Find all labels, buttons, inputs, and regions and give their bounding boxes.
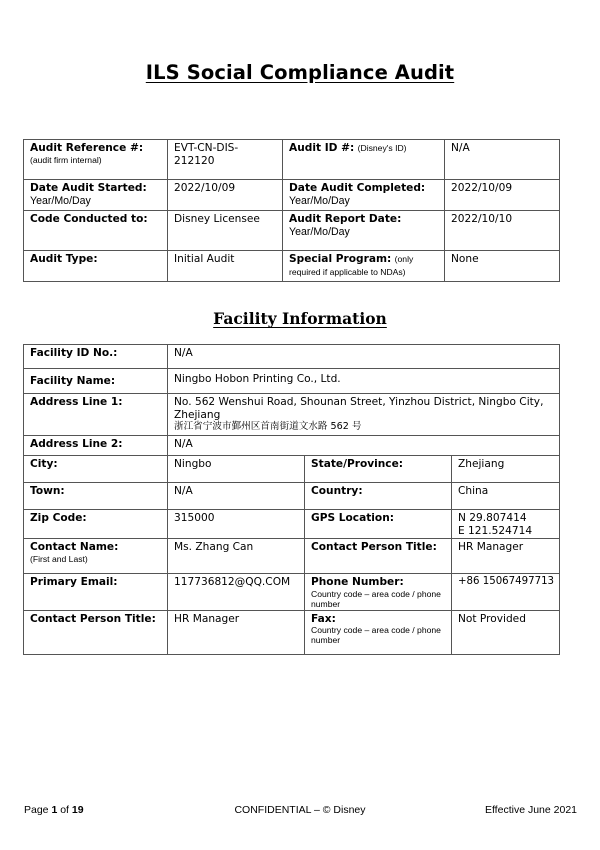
address2-value: N/A [174,438,193,450]
report-date-sub: Year/Mo/Day [289,225,350,238]
table-row [24,369,560,394]
town-value-cell [168,483,305,510]
report-date-value-cell [445,211,560,251]
table-row [24,436,560,456]
town-label-cell [24,483,168,510]
effective-date: Effective June 2021 [484,804,577,816]
special-program-value-cell [445,251,560,282]
audit-info-table [23,139,560,282]
address1-label-cell [24,394,168,436]
city-value: Ningbo [174,458,212,470]
gps-longitude: E 121.524714 [458,524,533,537]
table-row [24,345,560,369]
fax-label-cell [305,610,452,654]
date-completed-value-cell [445,180,560,211]
fax-label: Fax: [311,612,336,625]
confidential-notice: CONFIDENTIAL – © Disney [234,804,366,816]
page-total: 19 [71,804,84,816]
fax-value-cell [452,610,560,654]
phone-value-cell [452,574,560,611]
table-row [24,574,560,611]
code-conducted-value: Disney Licensee [174,213,260,225]
report-date-label-cell [283,211,445,251]
town-label: Town: [30,485,65,497]
document-title: ILS Social Compliance Audit [145,61,455,84]
code-label-cell [24,211,168,251]
audit-type-value-cell [168,251,283,282]
address2-label-cell [24,436,168,456]
audit-reference-label-cell [24,140,168,180]
table-row [24,510,560,539]
page-prefix: Page [24,804,52,816]
zip-label-cell [24,510,168,539]
facility-id-value-cell [168,345,560,369]
report-date-value: 2022/10/10 [451,213,513,225]
gps-value-cell [452,510,560,539]
date-started-label: Date Audit Started: [30,182,147,194]
date-started-sub: Year/Mo/Day [30,194,91,207]
contact-title-value-cell [168,610,305,654]
town-value: N/A [174,485,193,497]
table-row [24,211,560,251]
address1-value-cell [168,394,560,436]
country-label: Country: [311,485,363,497]
zip-value-cell [168,510,305,539]
audit-id-value: N/A [451,142,470,154]
table-row [24,610,560,654]
table-row [24,140,560,180]
email-label: Primary Email: [30,576,118,589]
table-row [24,180,560,211]
facility-name-label: Facility Name: [30,375,116,387]
facility-name-value: Ningbo Hobon Printing Co., Ltd. [174,373,341,385]
facility-id-label: Facility ID No.: [30,347,118,359]
country-label-cell [305,483,452,510]
gps-label: GPS Location: [311,512,394,524]
date-started-label-cell [24,180,168,211]
fax-value: Not Provided [458,612,526,625]
page-current: 1 [51,804,58,816]
table-row [24,539,560,574]
code-conducted-label: Code Conducted to: [30,213,148,225]
contact-title-label-cell [24,610,168,654]
facility-name-value-cell [168,369,560,394]
special-program-sub: (only required if applicable to NDAs) [289,254,414,277]
contact-name-value-cell [168,539,305,574]
state-value-cell [452,456,560,483]
audit-id-label: Audit ID #: [289,142,355,154]
audit-reference-label: Audit Reference #: [30,142,144,154]
table-row [24,483,560,510]
address2-label: Address Line 2: [30,438,123,450]
email-value-cell [168,574,305,611]
special-program-label: Special Program: [289,253,392,265]
address2-value-cell [168,436,560,456]
audit-type-label-cell [24,251,168,282]
country-value-cell [452,483,560,510]
special-program-label-cell [283,251,445,282]
audit-id-label-cell [283,140,445,180]
audit-id-value-cell [445,140,560,180]
state-value: Zhejiang [458,458,505,470]
date-started-value: 2022/10/09 [174,182,236,194]
date-completed-value: 2022/10/09 [451,182,513,194]
state-label-cell [305,456,452,483]
zip-value: 315000 [174,512,215,524]
contact-title-label: Contact Person Title: [30,612,156,625]
facility-info-table [23,344,560,655]
country-value: China [458,485,489,497]
email-value: 117736812@QQ.COM [174,576,291,589]
phone-label-cell [305,574,452,611]
code-value-cell [168,211,283,251]
address1-chinese: 浙江省宁波市鄞州区首南街道文水路 562 号 [174,421,362,433]
address1-value: No. 562 Wenshui Road, Shounan Street, Yinzhou District, Ningbo City, Zhejiang [174,396,544,421]
audit-reference-value-cell [168,140,283,180]
audit-type-label: Audit Type: [30,253,98,265]
facility-name-label-cell [24,369,168,394]
email-label-cell [24,574,168,611]
facility-id-label-cell [24,345,168,369]
city-label-cell [24,456,168,483]
state-label: State/Province: [311,458,404,470]
contact-name-label-cell [24,539,168,574]
city-value-cell [168,456,305,483]
phone-value: +86 15067497713 [458,576,555,588]
contact-title-value: HR Manager [174,612,240,625]
date-completed-sub: Year/Mo/Day [289,194,350,207]
phone-label: Phone Number: [311,576,404,589]
date-completed-label: Date Audit Completed: [289,182,426,194]
table-row [24,251,560,282]
facility-id-value: N/A [174,347,193,359]
contact-title-right-label: Contact Person Title: [311,541,437,554]
fax-sub: Country code – area code / phone number [311,625,441,646]
gps-latitude: N 29.807414 [458,512,527,524]
zip-label: Zip Code: [30,512,87,524]
gps-label-cell [305,510,452,539]
phone-sub: Country code – area code / phone number [311,588,441,609]
date-completed-label-cell [283,180,445,211]
contact-title-right-value: HR Manager [458,541,524,554]
page-of: of [57,804,72,816]
audit-reference-sub: (audit firm internal) [30,154,102,165]
table-row [24,456,560,483]
table-row [24,394,560,436]
city-label: City: [30,458,58,470]
contact-name-sub: (First and Last) [30,553,88,564]
report-date-label: Audit Report Date: [289,213,402,225]
audit-reference-value: EVT-CN-DIS-212120 [174,142,239,167]
contact-title-right-value-cell [452,539,560,574]
address1-label: Address Line 1: [30,396,123,408]
special-program-value: None [451,253,479,265]
date-started-value-cell [168,180,283,211]
contact-name-label: Contact Name: [30,541,119,554]
audit-type-value: Initial Audit [174,253,235,265]
facility-section-title: Facility Information [213,309,387,328]
audit-id-sub: (Disney's ID) [357,143,407,153]
contact-title-right-label-cell [305,539,452,574]
contact-name-value: Ms. Zhang Can [174,541,254,554]
